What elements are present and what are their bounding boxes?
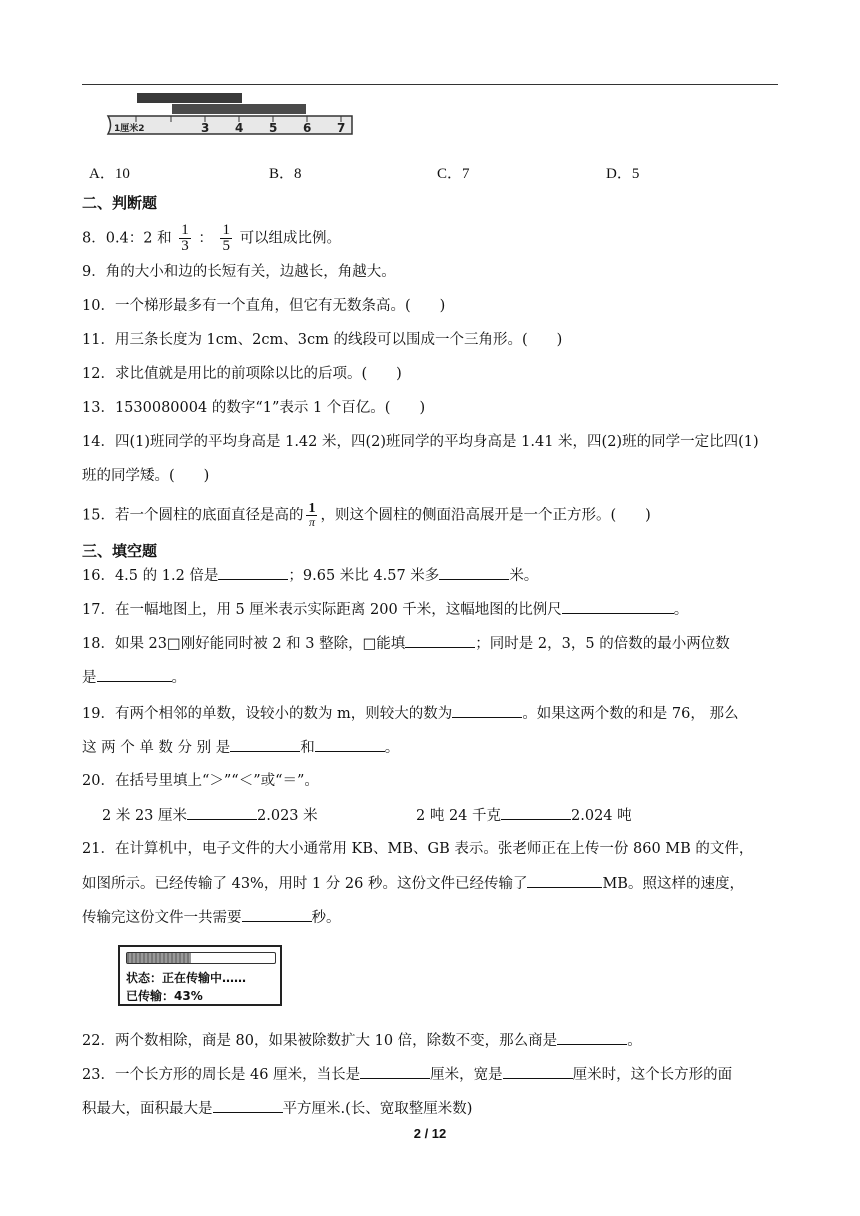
lower-bar — [172, 104, 306, 114]
question-11: 11．用三条长度为 1cm、2cm、3cm 的线段可以围成一个三角形。( ) — [82, 332, 563, 348]
question-18-line2: 是 。 — [82, 667, 186, 688]
question-17: 17．在一幅地图上，用 5 厘米表示实际距离 200 千米，这幅地图的比例尺 。 — [82, 599, 688, 620]
answer-blank[interactable] — [562, 599, 674, 614]
question-19-line2: 这 两 个 单 数 分 别 是 和 。 — [82, 737, 399, 758]
question-16: 16．4.5 的 1.2 倍是 ；9.65 米比 4.57 米多 米。 — [82, 565, 538, 586]
section-heading-judge: 二、判断题 — [82, 194, 158, 212]
question-14-line1: 14．四(1)班同学的平均身高是 1.42 米，四(2)班同学的平均身高是 1.41 米，四(2)班的同学一定比四(1) — [82, 434, 759, 450]
question-19-line1: 19．有两个相邻的单数，设较小的数为 m，则较大的数为 。如果这两个数的和是 76， 那么 — [82, 703, 738, 724]
answer-blank[interactable] — [315, 737, 385, 752]
answer-blank[interactable] — [97, 667, 172, 682]
fraction-one-over-pi: $\frac{1}{\pi}$ — [308, 501, 316, 529]
option-a: A．10 — [89, 166, 130, 182]
answer-options — [0, 162, 860, 182]
answer-blank[interactable] — [557, 1030, 627, 1045]
ruler-label: 6 — [303, 121, 312, 135]
question-21-line2: 如图所示。已经传输了 43%，用时 1 分 26 秒。这份文件已经传输了 MB。照这样的速度， — [82, 873, 744, 894]
question-12: 12．求比值就是用比的前项除以比的后项。( ) — [82, 366, 402, 382]
ruler-figure — [106, 89, 356, 135]
progress-done-text: 已传输：43% — [126, 989, 203, 1003]
answer-blank[interactable] — [360, 1064, 430, 1079]
question-21-line1: 21．在计算机中，电子文件的大小通常用 KB、MB、GB 表示。张老师正在上传一份 860 MB 的文件， — [82, 841, 754, 857]
answer-blank[interactable] — [452, 703, 522, 718]
option-c: C．7 — [437, 166, 470, 182]
answer-blank[interactable] — [501, 805, 571, 820]
question-23-line2: 积最大，面积最大是 平方厘米.(长、宽取整厘米数) — [82, 1098, 472, 1119]
answer-blank[interactable] — [230, 737, 300, 752]
answer-blank[interactable] — [218, 565, 288, 580]
answer-blank[interactable] — [527, 873, 602, 888]
option-b: B．8 — [269, 166, 302, 182]
section-heading-fill: 三、填空题 — [82, 542, 158, 560]
fraction-one-third: $\frac{1}{3}$ — [181, 222, 189, 254]
answer-blank[interactable] — [187, 805, 257, 820]
ruler-label: 3 — [201, 121, 210, 135]
progress-fill — [127, 953, 191, 963]
question-21-line3: 传输完这份文件一共需要 秒。 — [82, 907, 341, 928]
header-rule — [82, 84, 778, 85]
option-d: D．5 — [606, 166, 640, 182]
progress-status-text: 状态：正在传输中…… — [126, 971, 247, 985]
question-10: 10．一个梯形最多有一个直角，但它有无数条高。( ) — [82, 298, 446, 314]
answer-blank[interactable] — [439, 565, 509, 580]
ruler-body — [108, 116, 352, 134]
answer-blank[interactable] — [503, 1064, 573, 1079]
question-14-line2: 班的同学矮。( ) — [82, 468, 210, 484]
upload-progress-figure — [118, 945, 282, 1006]
question-20-right: 2 吨 24 千克 2.024 吨 — [416, 805, 632, 826]
answer-blank[interactable] — [405, 633, 475, 648]
question-9: 9．角的大小和边的长短有关，边越长，角越大。 — [82, 264, 396, 280]
question-20-left: 2 米 23 厘米 2.023 米 — [102, 805, 318, 826]
page-number: 2 / 12 — [413, 1126, 447, 1141]
question-15: 15．若一个圆柱的底面直径是高的 $\frac{1}{\pi}$ ，则这个圆柱的侧面沿高展开是一个正方形。( ) — [82, 501, 651, 529]
question-18-line1: 18．如果 23□刚好能同时被 2 和 3 整除，□能填 ；同时是 2，3，5 的倍数的最小两位数 — [82, 633, 730, 654]
answer-blank[interactable] — [242, 907, 312, 922]
question-23-line1: 23．一个长方形的周长是 46 厘米，当长是 厘米，宽是 厘米时，这个长方形的面 — [82, 1064, 732, 1085]
ruler-label: 5 — [269, 121, 278, 135]
question-13: 13．1530080004 的数字“1”表示 1 个百亿。( ) — [82, 400, 426, 416]
question-20-title: 20．在括号里填上“＞”“＜”或“＝”。 — [82, 773, 319, 789]
upper-bar — [137, 93, 242, 103]
question-22: 22．两个数相除，商是 80，如果被除数扩大 10 倍，除数不变，那么商是 。 — [82, 1030, 642, 1051]
question-8: 8．0.4：2 和 $\frac{1}{3}$ ： $\frac{1}{5}$ 可以组成比例。 — [82, 222, 342, 254]
fraction-one-fifth: $\frac{1}{5}$ — [222, 222, 230, 254]
ruler-label: 7 — [337, 121, 346, 135]
ruler-label: 4 — [235, 121, 244, 135]
ruler-label: 1厘米2 — [114, 124, 145, 134]
progress-bar — [126, 952, 276, 964]
answer-blank[interactable] — [213, 1098, 283, 1113]
